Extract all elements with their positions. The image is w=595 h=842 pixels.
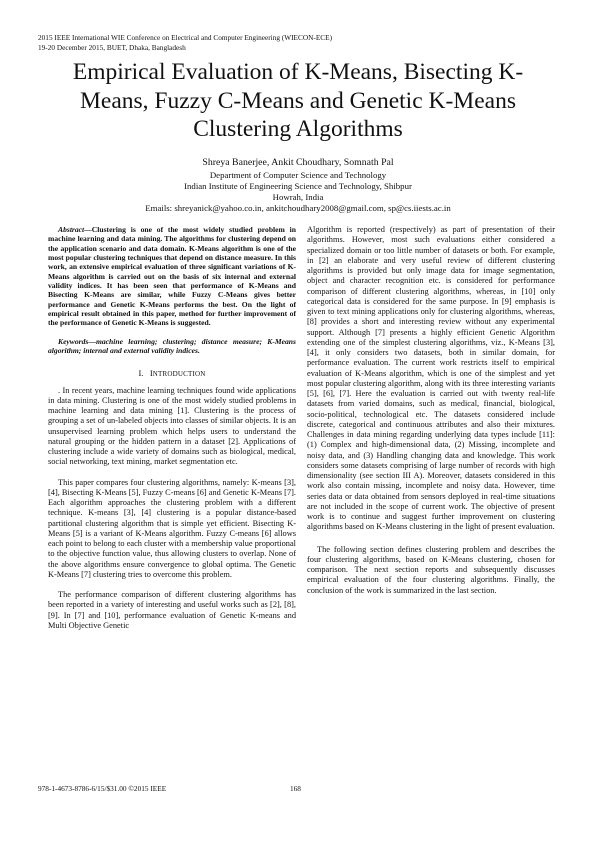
conference-date-venue: 19-20 December 2015, BUET, Dhaka, Bangladesh bbox=[38, 42, 186, 52]
title-line-3: Clustering Algorithms bbox=[193, 116, 403, 143]
section-numeral: I. bbox=[138, 368, 144, 379]
keywords-text: —machine learning; clustering; distance measure; K-Means algorithm; internal and external validity indices. bbox=[48, 336, 296, 356]
intro-paragraph-continued: Algorithm is reported (respectively) as part of presentation of their algorithms. However, most such evaluations either considered a specialized domain or too little number of datasets or both. For example, in [2] an elaborate and very useful review of different clustering algorithms is provided but only image data for image segmentation, object and character recognition etc. is considered for performance comparison of different clustering algorithms, whereas, in [10] only categorical data is considered for the same purpose. In [9] emphasis is given to text mining applications only for clustering algorithms, whereas, [8] provides a short and interesting review without any experimental support. Although [7] presents a highly efficient Genetic Algorithm extending one of the simplest clustering algorithms, viz., K-Means [3], [4], it only considers two datasets, both in similar domain, for performance evaluation. The current work restricts itself to empirical evaluation of K-Means algorithm, which is one of the simplest and yet most popular clustering algorithm, along with its three interesting variants [5], [6], [7]. Here the evaluation is carried out with twenty real-life datasets from varied domains, such as medical, financial, biological, socio-political, technological etc. The datasets considered include discrete, categorical and continuous attributes and also their mixtures. Challenges in data mining regarding underlying data types include [11]: (1) Complex and high-dimensional data, (2) Missing, incomplete and noisy data, and (3) Handling changing data and knowledge. This work considers some datasets comprising of large number of records with high dimensionality (see section III A). Moreover, datasets considered in this work also contain missing, incomplete and noisy data. However, time series data or data obtained from sensors deployed in real-time situations are not included in the scope of current work. The objective of present work is to continue and suggest further improvement on clustering algorithms based on K-Means clustering in the light of present evaluation. bbox=[307, 225, 555, 532]
author-department: Department of Computer Science and Technology bbox=[209, 170, 387, 180]
author-block bbox=[58, 157, 538, 214]
intro-paragraph-2: This paper compares four clustering algorithms, namely: K-means [3], [4], Bisecting K-Means [5], Fuzzy C-means [6] and Genetic K-Means [7]. Each algorithm approaches the clustering problem with a different technique. K-means [3], [4] clustering is a popular distance-based partitional clustering algorithm that is simple yet efficient. Bisecting K-Means [5] is a variant of K-Means algorithm. Fuzzy C-means [6] allows each point to belong to each cluster with a membership value proportional to the objective function value, thus allowing clusters to overlap. None of the above algorithms ensure convergence to global optima. The Genetic K-Means [7] clustering tries to overcome this problem. bbox=[48, 477, 296, 579]
author-city: Howrah, India bbox=[272, 192, 324, 202]
copyright-footer: 978-1-4673-8786-6/15/$31.00 ©2015 IEEE bbox=[38, 784, 167, 793]
title-line-2: Means, Fuzzy C-Means and Genetic K-Means bbox=[80, 87, 516, 114]
left-column bbox=[48, 225, 296, 631]
section-title-rest: NTRODUCTION bbox=[152, 370, 206, 379]
section-heading-introduction bbox=[48, 368, 296, 379]
conference-name: 2015 IEEE International WIE Conference on Electrical and Computer Engineering (WIECON-ECE) bbox=[38, 33, 333, 42]
paper-title bbox=[48, 58, 548, 144]
author-names: Shreya Banerjee, Ankit Choudhary, Somnath Pal bbox=[202, 157, 394, 168]
keywords bbox=[48, 337, 296, 356]
title-line-1: Empirical Evaluation of K-Means, Bisecting K- bbox=[72, 59, 524, 85]
page-number: 168 bbox=[290, 784, 301, 793]
intro-paragraph-final: The following section defines clustering problem and describes the four clustering algorithms, based on K-Means clustering, chosen for comparison. The next section reports and subsequently discusses empirical evaluation of the four clustering algorithms. Finally, the conclusion of the work is summarized in the last section. bbox=[307, 544, 555, 595]
keywords-label: Keywords bbox=[58, 336, 89, 346]
abstract-text: —Clustering is one of the most widely studied problem in machine learning and data mining. The algorithms for clustering depend on the application scenario and data domain. K-Means algorithm is one of the most popular clustering techniques that depend on distance measure. In this work, an extensive empirical evaluation of three significant variations of K-Means algorithm is carried out on the basis of six internal and external validity indices. It has been seen that performance of K-Means and Bisecting K-Means are similar, while Fuzzy C-Means gives better performance and Genetic K-Means performs the best. On the light of empirical result obtained in this paper, method for further improvement of the performance of Genetic K-Means is suggested. bbox=[48, 225, 296, 328]
right-column bbox=[307, 225, 555, 596]
intro-paragraph-1: . In recent years, machine learning techniques found wide applications in data mining. Clustering is one of the most widely studied problems in machine learning and data mining [1]. Clustering is the process of grouping a set of un-labeled objects into classes of similar objects. It is an unsupervised learning problem which helps users to understand the natural grouping or the hidden pattern in a dataset [2]. Applications of clustering include a wide variety of domains such as biological, medical, social networking, text mining, market segmentation etc. bbox=[48, 385, 296, 467]
abstract-label: Abstract bbox=[58, 225, 85, 234]
author-emails: Emails: shreyanick@yahoo.co.in, ankitchoudhary2008@gmail.com, sp@cs.iiests.ac.in bbox=[145, 203, 451, 213]
intro-paragraph-3: The performance comparison of different clustering algorithms has been reported in a variety of interesting and useful works such as [2], [8], [9]. In [7] and [10], performance evaluation of Genetic K-means and Multi Objective Genetic bbox=[48, 590, 296, 630]
abstract bbox=[48, 225, 296, 328]
conference-header bbox=[38, 33, 332, 52]
author-institute: Indian Institute of Engineering Science and Technology, Shibpur bbox=[184, 181, 412, 191]
section-initial: I bbox=[149, 368, 153, 379]
